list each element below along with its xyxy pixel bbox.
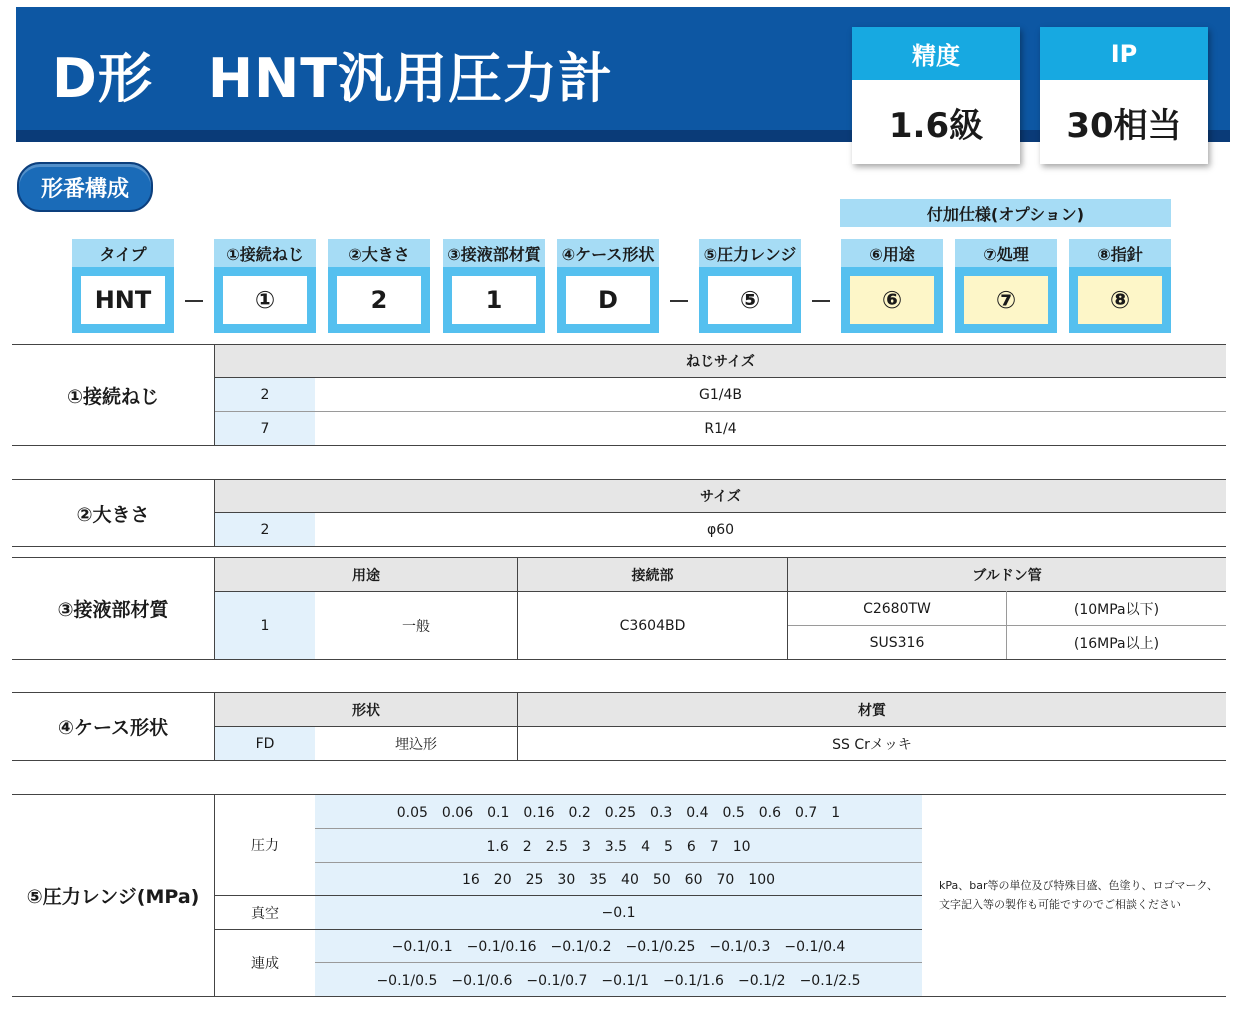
ip-badge bbox=[1040, 27, 1208, 164]
code-value: ⑦ bbox=[964, 276, 1048, 324]
section-title: ③接液部材質 bbox=[57, 599, 169, 621]
range-line: 0.05 0.06 0.1 0.16 0.2 0.25 0.3 0.4 0.5 0.6 0.7 1 bbox=[396, 804, 841, 821]
code-label: ⑥用途 bbox=[841, 239, 943, 267]
code-label: ⑤圧力レンジ bbox=[699, 239, 801, 267]
dash-separator bbox=[185, 300, 203, 302]
column-header: 用途 bbox=[352, 567, 380, 584]
section-title: ④ケース形状 bbox=[57, 717, 169, 739]
bourdon-material: SUS316 bbox=[869, 634, 925, 651]
range-line: −0.1/0.5 −0.1/0.6 −0.1/0.7 −0.1/1 −0.1/1.6 −0.1/2 −0.1/2.5 bbox=[376, 972, 861, 989]
code-col-treatment bbox=[955, 239, 1057, 333]
note-line: 文字記入等の製作も可能ですのでご相談ください bbox=[939, 898, 1181, 911]
code-col-type bbox=[72, 239, 174, 333]
range-line: 16 20 25 30 35 40 50 60 70 100 bbox=[461, 872, 776, 888]
bourdon-range: (16MPa以上) bbox=[1073, 635, 1160, 652]
row-code: 7 bbox=[260, 420, 270, 437]
section-title: ①接続ねじ bbox=[66, 385, 160, 408]
row-value: R1/4 bbox=[704, 420, 737, 437]
code-label: ⑦処理 bbox=[955, 239, 1057, 267]
group-label-vacuum: 真空 bbox=[251, 905, 279, 922]
code-col-use bbox=[841, 239, 943, 333]
code-value: HNT bbox=[81, 276, 165, 324]
row-code: 2 bbox=[260, 521, 270, 538]
ip-badge-label: IP bbox=[1040, 27, 1208, 80]
column-header: 材質 bbox=[858, 702, 886, 719]
custom-order-note bbox=[939, 876, 1219, 914]
code-value: D bbox=[566, 276, 650, 324]
note-line: kPa、bar等の単位及び特殊目盛、色塗り、ロゴマーク、 bbox=[939, 879, 1219, 892]
code-value: ⑥ bbox=[850, 276, 934, 324]
code-value: ⑧ bbox=[1078, 276, 1162, 324]
shape-value: 埋込形 bbox=[395, 736, 437, 753]
range-line: 1.6 2 2.5 3 3.5 4 5 6 7 10 bbox=[486, 838, 751, 855]
code-col-size bbox=[328, 239, 430, 333]
group-label-compound: 連成 bbox=[251, 956, 279, 972]
code-col-range bbox=[699, 239, 801, 333]
row-value: φ60 bbox=[706, 521, 735, 538]
section-pill: 形番構成 bbox=[17, 162, 153, 212]
bourdon-range: (10MPa以下) bbox=[1073, 601, 1160, 618]
code-value: 1 bbox=[452, 276, 536, 324]
code-col-material bbox=[443, 239, 545, 333]
column-header: 接続部 bbox=[631, 567, 674, 584]
code-value: ⑤ bbox=[708, 276, 792, 324]
row-code: 1 bbox=[260, 617, 270, 634]
page-title: D形 HNT汎用圧力計 bbox=[52, 47, 614, 110]
code-value: 2 bbox=[337, 276, 421, 324]
accuracy-badge-value: 1.6級 bbox=[888, 105, 984, 146]
range-line: −0.1/0.1 −0.1/0.16 −0.1/0.2 −0.1/0.25 −0.1/0.3 −0.1/0.4 bbox=[391, 939, 846, 955]
use-value: 一般 bbox=[402, 618, 430, 635]
range-line: −0.1 bbox=[601, 904, 636, 921]
material-value: SS Crメッキ bbox=[832, 736, 912, 753]
dash-separator bbox=[670, 300, 688, 302]
code-col-case bbox=[557, 239, 659, 333]
dash-separator bbox=[812, 300, 830, 302]
bourdon-material: C2680TW bbox=[863, 600, 931, 617]
code-value: ① bbox=[223, 276, 307, 324]
code-col-pointer bbox=[1069, 239, 1171, 333]
column-header: ブルドン管 bbox=[972, 567, 1042, 584]
code-label: タイプ bbox=[72, 239, 174, 267]
accuracy-badge bbox=[852, 27, 1020, 164]
row-code: FD bbox=[255, 735, 275, 752]
code-label: ②大きさ bbox=[328, 239, 430, 267]
code-label: ⑧指針 bbox=[1069, 239, 1171, 267]
accuracy-badge-label: 精度 bbox=[852, 27, 1020, 80]
section-title: ②大きさ bbox=[76, 503, 150, 526]
connection-value: C3604BD bbox=[619, 617, 686, 634]
code-label: ①接続ねじ bbox=[214, 239, 316, 267]
section-title: ⑤圧力レンジ(MPa) bbox=[26, 886, 200, 908]
option-group-label: 付加仕様(オプション) bbox=[840, 199, 1171, 227]
column-header: サイズ bbox=[700, 489, 741, 505]
ip-badge-value: 30相当 bbox=[1066, 105, 1182, 146]
column-header: ねじサイズ bbox=[686, 354, 755, 370]
group-label-pressure: 圧力 bbox=[251, 838, 279, 854]
code-label: ③接液部材質 bbox=[443, 239, 545, 267]
code-col-thread bbox=[214, 239, 316, 333]
column-header: 形状 bbox=[352, 702, 380, 719]
row-value: G1/4B bbox=[699, 386, 742, 403]
row-code: 2 bbox=[260, 386, 270, 403]
code-label: ④ケース形状 bbox=[557, 239, 659, 267]
